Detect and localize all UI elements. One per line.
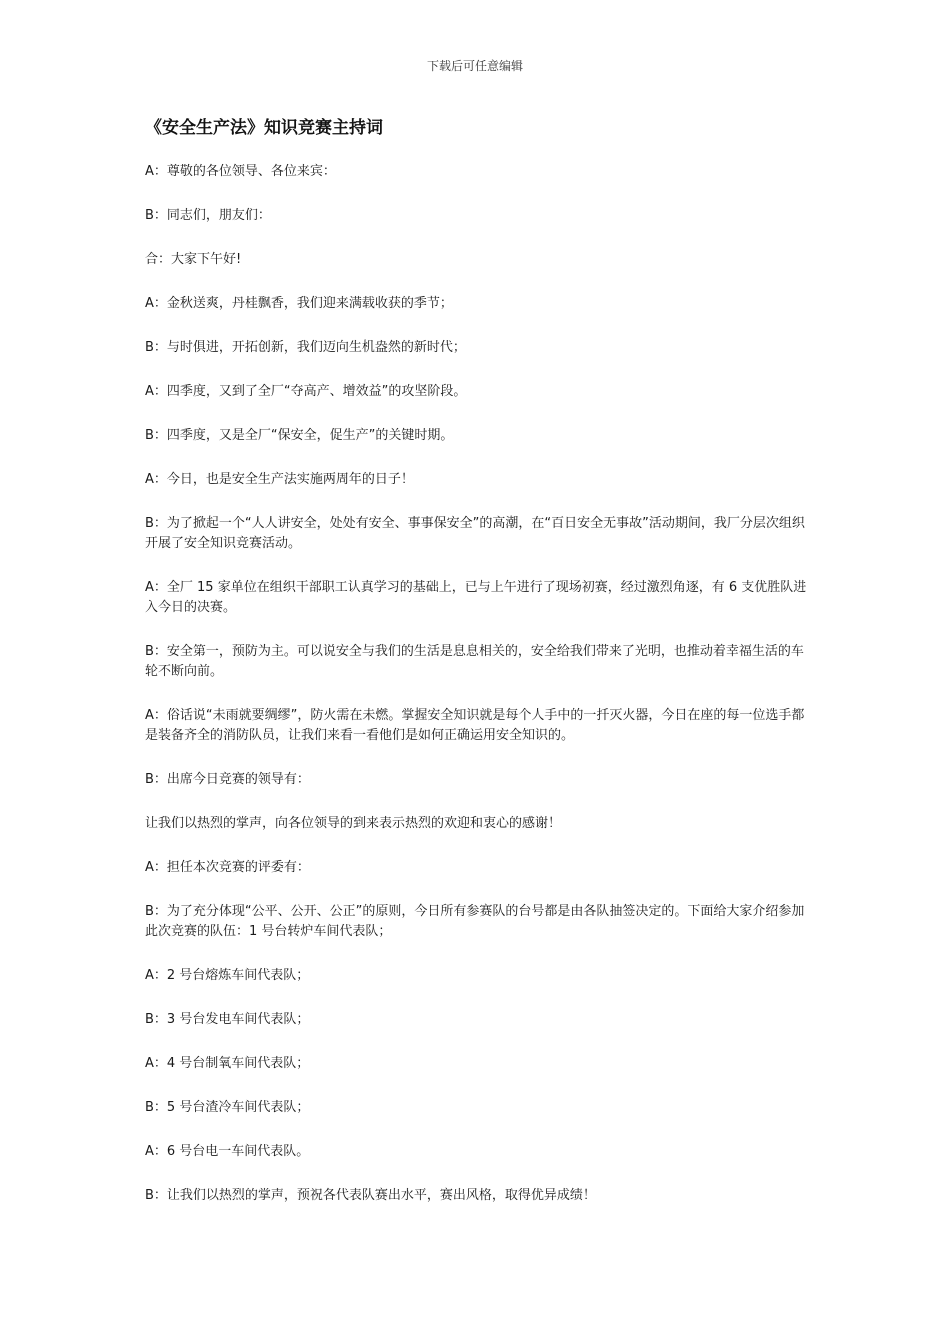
paragraph: A：金秋送爽，丹桂飘香，我们迎来满载收获的季节； bbox=[145, 296, 453, 311]
paragraph: B：让我们以热烈的掌声，预祝各代表队赛出水平，赛出风格，取得优异成绩！ bbox=[145, 1188, 596, 1203]
paragraph: B：为了充分体现“公平、公开、公正”的原则，今日所有参赛队的台号都是由各队抽签决定的。下面给大家介绍参加此次竞赛的队伍：1 号台转炉车间代表队； bbox=[145, 904, 805, 939]
paragraph: A：6 号台电一车间代表队。 bbox=[145, 1144, 310, 1159]
paragraph: A：担任本次竞赛的评委有： bbox=[145, 860, 310, 875]
page-header: 下载后可任意编辑 bbox=[426, 59, 523, 73]
paragraph: A：2 号台熔炼车间代表队； bbox=[145, 968, 310, 983]
paragraph: A：4 号台制氧车间代表队； bbox=[145, 1056, 310, 1071]
paragraph: B：与时俱进，开拓创新，我们迈向生机盎然的新时代； bbox=[145, 340, 466, 355]
paragraph: A：四季度，又到了全厂“夺高产、增效益”的攻坚阶段。 bbox=[145, 384, 467, 399]
paragraph: A：今日，也是安全生产法实施两周年的日子！ bbox=[145, 472, 414, 487]
paragraph: A：全厂 15 家单位在组织干部职工认真学习的基础上，已与上午进行了现场初赛，经过激烈角逐，有 6 支优胜队进入今日的决赛。 bbox=[145, 580, 807, 615]
paragraph: 让我们以热烈的掌声，向各位领导的到来表示热烈的欢迎和衷心的感谢！ bbox=[145, 816, 562, 831]
paragraph: B：出席今日竞赛的领导有： bbox=[145, 772, 310, 787]
paragraph: B：5 号台渣冷车间代表队； bbox=[145, 1100, 310, 1115]
document-title: 《安全生产法》知识竞赛主持词 bbox=[145, 118, 383, 138]
paragraph: A：尊敬的各位领导、各位来宾： bbox=[145, 164, 336, 179]
paragraph: B：同志们，朋友们： bbox=[145, 208, 271, 223]
paragraph: 合：大家下午好! bbox=[145, 252, 242, 267]
paragraph: B：安全第一，预防为主。可以说安全与我们的生活是息息相关的，安全给我们带来了光明，也推动着幸福生活的车轮不断向前。 bbox=[145, 644, 804, 679]
paragraph: A：俗话说“未雨就要绸缪”，防火需在未燃。掌握安全知识就是每个人手中的一扦灭火器，今日在座的每一位选手都是装备齐全的消防队员，让我们来看一看他们是如何正确运用安全知识的。 bbox=[145, 708, 805, 743]
paragraph: B：3 号台发电车间代表队； bbox=[145, 1012, 310, 1027]
document-body bbox=[145, 116, 810, 1230]
paragraph: B：四季度，又是全厂“保安全，促生产”的关键时期。 bbox=[145, 428, 454, 443]
paragraph: B：为了掀起一个“人人讲安全，处处有安全、事事保安全”的高潮，在“百日安全无事故”活动期间，我厂分层次组织开展了安全知识竞赛活动。 bbox=[145, 516, 805, 551]
